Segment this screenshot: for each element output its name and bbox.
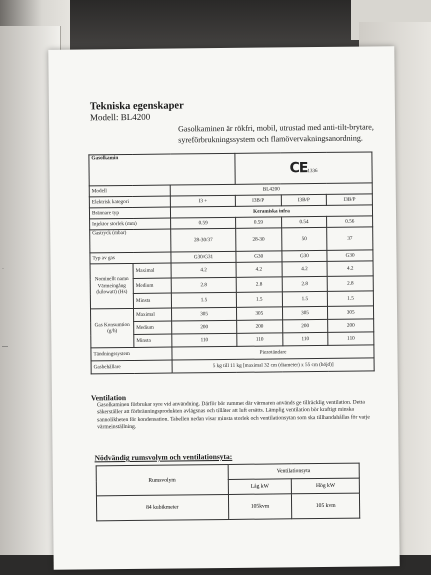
- consumption-cell: 110: [237, 333, 283, 346]
- room-volume-cell: 84 kubikmeter: [96, 494, 228, 520]
- nominal-cell: 4.2: [171, 262, 236, 278]
- level-label: Medium: [133, 278, 171, 293]
- consumption-cell: 200: [328, 319, 374, 332]
- intro-paragraph: Gasolkaminen är rökfri, mobil, utrustad med anti-tilt-brytare, syreförbrukningssystem och flamövervakningsanordning.: [178, 122, 374, 145]
- injector-cell: 0.59: [236, 217, 282, 228]
- binder-mark: ·: [2, 266, 4, 272]
- ventilation-heading: Ventilation: [90, 393, 127, 403]
- cylinder-value: 5 kg till 11 kg [maximal 32 cm (diameter) x 55 cm (höjd)]: [172, 358, 374, 373]
- injector-cell: 0.59: [171, 217, 236, 229]
- nominal-cell: 1.5: [328, 291, 374, 306]
- nominal-label: Nominellt namn Värmeingång (kilowatt) (Hs): [90, 263, 133, 308]
- burner-label: Brännare typ: [89, 207, 170, 219]
- ventilation-paragraph: Gasolkaminen förbrukar syre vid användning. Därför bör rummet där värmaren används ge tillräcklig ventilation. Detta säkerställer att förbränningsprodukten avlägsnas och tillåter att luft ersätts. Lämplig ventilation bör kraftigt minska sannolikheten för kondensation. Tabellen nedan visar minsta storlek och ventilationsytan som ska tillhandahållas för varje värmeinställning.: [96, 399, 370, 431]
- pressure-cell: 28-30: [236, 228, 282, 251]
- gas-cell: G30/G31: [171, 251, 236, 263]
- document-title: Tekniska egenskaper: [89, 100, 184, 113]
- ce-mark-icon: CE: [289, 160, 308, 177]
- nominal-cell: 2.8: [171, 277, 236, 293]
- consumption-cell: 305: [282, 306, 328, 319]
- category-cell: I3B/P: [281, 194, 327, 205]
- nominal-cell: 2.8: [236, 277, 282, 292]
- nominal-cell: 4.2: [327, 261, 373, 276]
- model-line: Modell: BL4200: [89, 111, 151, 123]
- gas-cell: G30: [327, 250, 373, 261]
- injector-cell: 0.54: [281, 216, 327, 227]
- nominal-cell: 4.2: [282, 261, 328, 276]
- ignition-label: Tändningssystem: [91, 347, 172, 361]
- pressure-cell: 37: [327, 227, 373, 250]
- spec-header: Gasolkamin: [89, 153, 235, 186]
- level-label: Minsta: [134, 334, 172, 347]
- consumption-cell: 305: [172, 307, 237, 321]
- room-heading: Nödvändig rumsvolym och ventilationsyta:: [94, 451, 233, 463]
- consumption-cell: 110: [172, 333, 237, 347]
- pressure-label: Gastryck (mbar): [90, 229, 171, 253]
- consumption-cell: 200: [282, 319, 328, 332]
- consumption-cell: 110: [328, 332, 374, 345]
- category-cell: I3B/P: [235, 195, 281, 206]
- level-label: Maximal: [133, 263, 171, 278]
- nominal-cell: 4.2: [236, 262, 282, 277]
- consumption-cell: 305: [328, 306, 374, 319]
- pressure-cell: 50: [281, 227, 327, 250]
- consumption-cell: 200: [172, 320, 237, 334]
- gas-label: Typ av gas: [90, 252, 171, 264]
- room-low-cell: 105kvm: [228, 494, 292, 520]
- category-cell: I3B/P: [327, 194, 373, 205]
- pressure-cell: 28-30/37: [171, 228, 236, 252]
- level-label: Medium: [134, 321, 172, 334]
- model-label: Modell: [89, 185, 170, 197]
- level-label: Minsta: [133, 293, 171, 308]
- room-low-header: Låg kW: [228, 479, 292, 495]
- burner-value: Keramiska infra: [171, 205, 373, 218]
- injector-label: Injektor storlek (mm): [90, 218, 171, 230]
- room-high-header: Hög kW: [292, 478, 360, 494]
- consumption-cell: 305: [236, 307, 282, 320]
- room-vent-header: Ventilationsyta: [228, 463, 360, 479]
- gas-cell: G30: [282, 250, 328, 261]
- room-table: [96, 463, 361, 522]
- consumption-cell: 110: [282, 332, 328, 345]
- nominal-cell: 2.8: [327, 276, 373, 291]
- level-label: Maximal: [133, 308, 171, 321]
- consumption-label: Gas Konsumtion (g/h): [91, 308, 134, 347]
- model-value: BL4200: [170, 183, 372, 196]
- category-label: Elektrisk kategori: [89, 196, 170, 208]
- nominal-cell: 1.5: [282, 291, 328, 306]
- spec-table: [88, 151, 374, 374]
- room-high-cell: 105 kvm: [292, 493, 360, 519]
- ce-mark-cell: [235, 152, 372, 184]
- nominal-cell: 1.5: [236, 292, 282, 307]
- binder-mark: —: [2, 344, 8, 350]
- ce-number: 1336: [307, 169, 318, 175]
- document-page: [48, 46, 399, 570]
- consumption-cell: 200: [237, 320, 283, 333]
- nominal-cell: 1.5: [171, 292, 236, 308]
- room-volume-header: Rumsvolym: [96, 464, 228, 495]
- injector-cell: 0.56: [327, 216, 373, 227]
- gas-cell: G30: [236, 251, 282, 262]
- nominal-cell: 2.8: [282, 276, 328, 291]
- category-cell: I3 +: [170, 195, 235, 207]
- ignition-value: Piezotändare: [172, 345, 374, 360]
- cylinder-label: Gasbehållare: [91, 360, 172, 374]
